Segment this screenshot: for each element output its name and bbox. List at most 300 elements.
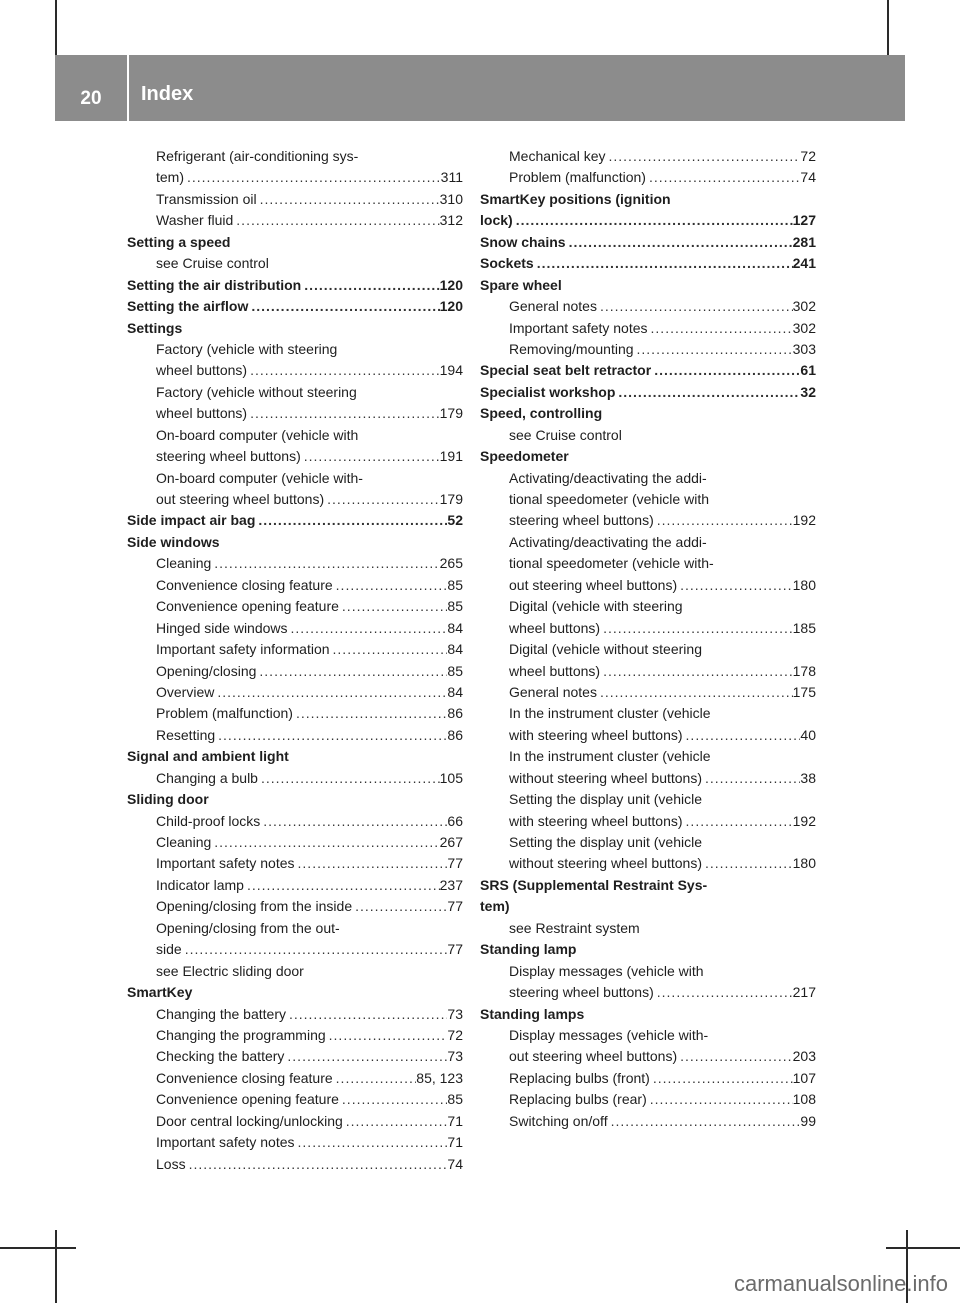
entry-text: Transmission oil	[156, 190, 257, 207]
index-entry	[480, 553, 816, 574]
page-reference: 185	[792, 619, 816, 636]
leader-dots	[333, 575, 448, 596]
entry-text: Speed, controlling	[480, 405, 603, 422]
entry-text: Digital (vehicle with steering	[509, 598, 683, 615]
leader-dots	[597, 682, 793, 703]
index-entry	[127, 639, 463, 660]
index-entry	[480, 853, 816, 874]
index-entry	[480, 1025, 816, 1046]
index-entry	[480, 918, 816, 939]
entry-text: see Cruise control	[509, 426, 622, 443]
index-heading	[127, 982, 463, 1003]
entry-text: General notes	[509, 683, 597, 700]
leader-dots	[295, 1132, 448, 1153]
leader-dots	[615, 382, 800, 403]
index-heading	[480, 382, 816, 403]
entry-text: tem)	[156, 169, 184, 186]
entry-text: Washer fluid	[156, 212, 234, 229]
leader-dots	[301, 446, 440, 467]
leader-dots	[597, 296, 793, 317]
index-entry	[480, 725, 816, 746]
index-heading	[480, 189, 816, 210]
leader-dots	[343, 1111, 448, 1132]
entry-text: Factory (vehicle without steering	[156, 383, 357, 400]
index-entry	[127, 339, 463, 360]
entry-text: Hinged side windows	[156, 619, 288, 636]
page-reference: 84	[447, 619, 463, 636]
entry-text: Setting the air distribution	[127, 276, 302, 293]
page-reference: 74	[800, 169, 816, 186]
leader-dots	[333, 1068, 417, 1089]
entry-text: Convenience opening feature	[156, 598, 339, 615]
section-title: Index	[141, 83, 194, 105]
index-entry	[127, 403, 463, 424]
entry-text: In the instrument cluster (vehicle	[509, 705, 711, 722]
index-entry	[127, 1154, 463, 1175]
leader-dots	[258, 768, 440, 789]
index-entry	[480, 789, 816, 810]
leader-dots	[683, 725, 801, 746]
entry-text: Activating/deactivating the addi-	[509, 533, 707, 550]
leader-dots	[256, 661, 447, 682]
leader-dots	[247, 403, 440, 424]
page-reference: 312	[439, 212, 463, 229]
leader-dots	[650, 1068, 793, 1089]
page-number: 20	[80, 88, 102, 109]
index-heading	[480, 403, 816, 424]
page-reference: 77	[447, 898, 463, 915]
entry-text: steering wheel buttons)	[156, 448, 301, 465]
entry-text: with steering wheel buttons)	[509, 726, 683, 743]
entry-text: Resetting	[156, 726, 216, 743]
index-entry	[127, 253, 463, 274]
entry-text: Refrigerant (air-conditioning sys-	[156, 148, 359, 164]
page-reference: 85, 123	[416, 1069, 463, 1086]
entry-text: Activating/deactivating the addi-	[509, 469, 707, 486]
page-reference: 84	[447, 683, 463, 700]
page-reference: 66	[447, 812, 463, 829]
entry-text: Mechanical key	[509, 148, 606, 164]
index-entry	[127, 553, 463, 574]
leader-dots	[634, 339, 793, 360]
entry-text: wheel buttons)	[509, 662, 601, 679]
leader-dots	[600, 618, 793, 639]
page-reference: 302	[792, 298, 816, 315]
entry-text: wheel buttons)	[156, 405, 248, 422]
page-reference: 217	[792, 984, 816, 1001]
entry-text: see Electric sliding door	[156, 962, 304, 979]
index-entry	[127, 189, 463, 210]
index-entry	[480, 489, 816, 510]
entry-text: Factory (vehicle with steering	[156, 340, 338, 357]
index-entry	[127, 768, 463, 789]
entry-text: Spare wheel	[480, 276, 562, 293]
index-entry	[127, 939, 463, 960]
leader-dots	[600, 661, 793, 682]
leader-dots	[513, 210, 793, 231]
entry-text: Important safety notes	[156, 855, 295, 872]
index-heading	[127, 510, 463, 531]
entry-text: Display messages (vehicle with	[509, 962, 704, 979]
page-reference: 194	[439, 362, 463, 379]
leader-dots	[211, 553, 439, 574]
crop-mark-bottom-left-vertical	[55, 1230, 57, 1303]
index-entry	[127, 896, 463, 917]
page-reference: 73	[447, 1048, 463, 1065]
entry-text: Overview	[156, 683, 215, 700]
leader-dots	[352, 896, 447, 917]
index-entry	[480, 661, 816, 682]
index-column-right	[480, 146, 816, 1132]
index-heading	[480, 875, 816, 896]
leader-dots	[247, 360, 440, 381]
index-entry	[127, 853, 463, 874]
leader-dots	[233, 210, 439, 231]
entry-text: Convenience opening feature	[156, 1091, 339, 1108]
leader-dots	[648, 318, 793, 339]
page-reference: 77	[447, 941, 463, 958]
index-entry	[480, 639, 816, 660]
index-heading	[127, 275, 463, 296]
leader-dots	[182, 939, 448, 960]
index-heading	[480, 253, 816, 274]
leader-dots	[214, 682, 447, 703]
index-entry	[480, 1111, 816, 1132]
leader-dots	[646, 167, 800, 188]
entry-text: Removing/mounting	[509, 340, 634, 357]
index-entry	[480, 468, 816, 489]
page-reference: 179	[439, 491, 463, 507]
watermark: carmanualsonline.info	[733, 1271, 948, 1296]
entry-text: Side windows	[127, 533, 220, 550]
leader-dots	[677, 1046, 793, 1067]
leader-dots	[702, 853, 793, 874]
index-entry	[480, 618, 816, 639]
index-heading	[480, 360, 816, 381]
index-entry	[480, 167, 816, 188]
entry-text: SmartKey positions (ignition	[480, 190, 671, 207]
index-heading	[127, 746, 463, 767]
entry-text: Settings	[127, 319, 183, 336]
entry-text: Special seat belt retractor	[480, 362, 652, 379]
page-reference: 178	[792, 662, 816, 679]
entry-text: Setting the display unit (vehicle	[509, 834, 702, 850]
leader-dots	[606, 146, 801, 167]
page-reference: 120	[439, 298, 463, 315]
entry-text: Convenience closing feature	[156, 1069, 333, 1086]
entry-text: Setting the display unit (vehicle	[509, 791, 702, 808]
entry-text: SmartKey	[127, 984, 193, 1001]
leader-dots	[301, 275, 439, 296]
entry-text: lock)	[480, 212, 513, 229]
index-entry	[127, 618, 463, 639]
index-entry	[127, 661, 463, 682]
page-reference: 77	[447, 855, 463, 872]
index-heading	[127, 532, 463, 553]
index-heading	[480, 232, 816, 253]
leader-dots	[702, 768, 800, 789]
index-heading	[127, 789, 463, 810]
index-entry	[480, 746, 816, 767]
entry-text: out steering wheel buttons)	[509, 1048, 678, 1065]
entry-text: Setting the airflow	[127, 298, 249, 315]
leader-dots	[608, 1111, 801, 1132]
index-heading	[127, 232, 463, 253]
entry-text: Opening/closing from the out-	[156, 919, 340, 936]
index-entry	[127, 425, 463, 446]
page-reference: 61	[800, 362, 816, 379]
page-reference: 192	[792, 812, 816, 829]
entry-text: Speedometer	[480, 448, 569, 465]
page-reference: 180	[792, 576, 816, 593]
entry-text: On-board computer (vehicle with-	[156, 469, 363, 486]
page-reference: 85	[447, 662, 463, 679]
entry-text: General notes	[509, 298, 597, 315]
entry-text: Display messages (vehicle with-	[509, 1026, 709, 1043]
entry-text: Changing the battery	[156, 1005, 286, 1022]
leader-dots	[284, 1046, 447, 1067]
index-heading	[480, 210, 816, 231]
leader-dots	[339, 596, 448, 617]
index-entry	[127, 146, 463, 167]
index-entry	[127, 1004, 463, 1025]
entry-text: Cleaning	[156, 834, 212, 850]
page-reference: 105	[439, 769, 463, 786]
index-heading	[480, 446, 816, 467]
page-reference: 303	[792, 340, 816, 357]
entry-text: Important safety notes	[509, 319, 648, 336]
entry-text: Opening/closing from the inside	[156, 898, 353, 915]
page-reference: 191	[439, 448, 463, 465]
page-reference: 40	[800, 726, 816, 743]
page-reference: 179	[439, 405, 463, 422]
entry-text: see Restraint system	[509, 919, 640, 936]
index-entry	[480, 318, 816, 339]
entry-text: SRS (Supplemental Restraint Sys-	[480, 876, 708, 893]
index-entry	[480, 832, 816, 853]
entry-text: Sockets	[480, 255, 534, 272]
crop-mark-bottom-right-horizontal	[886, 1247, 960, 1249]
leader-dots	[293, 703, 447, 724]
index-entry	[480, 1068, 816, 1089]
page-reference: 302	[792, 319, 816, 336]
page-reference: 265	[439, 555, 463, 572]
entry-text: without steering wheel buttons)	[509, 855, 702, 872]
entry-text: Switching on/off	[509, 1112, 608, 1129]
index-entry	[127, 446, 463, 467]
index-entry	[127, 167, 463, 188]
leader-dots	[654, 510, 793, 531]
leader-dots	[184, 167, 441, 188]
leader-dots	[654, 982, 793, 1003]
index-entry	[127, 489, 463, 510]
leader-dots	[324, 489, 440, 510]
entry-text: Indicator lamp	[156, 876, 244, 893]
entry-text: Replacing bulbs (front)	[509, 1069, 650, 1086]
leader-dots	[647, 1089, 793, 1110]
page-header	[55, 55, 905, 121]
index-entry	[480, 296, 816, 317]
page-reference: 73	[447, 1005, 463, 1022]
page-reference: 74	[447, 1155, 463, 1172]
page-reference: 311	[440, 169, 463, 186]
entry-text: out steering wheel buttons)	[509, 576, 678, 593]
index-entry	[480, 1089, 816, 1110]
entry-text: On-board computer (vehicle with	[156, 426, 359, 443]
entry-text: Changing the programming	[156, 1026, 326, 1043]
page-reference: 175	[792, 683, 816, 700]
index-entry	[127, 468, 463, 489]
crop-mark-top-right-vertical	[887, 0, 889, 55]
index-entry	[480, 768, 816, 789]
page-reference: 71	[447, 1134, 463, 1151]
entry-text: Opening/closing	[156, 662, 257, 679]
index-heading	[480, 896, 816, 917]
entry-text: tional speedometer (vehicle with-	[509, 555, 714, 572]
entry-text: side	[156, 941, 182, 958]
page-reference: 52	[447, 512, 463, 529]
index-entry	[480, 811, 816, 832]
index-entry	[480, 682, 816, 703]
index-entry	[127, 360, 463, 381]
page-reference: 99	[800, 1112, 816, 1129]
index-entry	[480, 425, 816, 446]
leader-dots	[186, 1154, 448, 1175]
leader-dots	[215, 725, 447, 746]
index-entry	[127, 832, 463, 853]
index-entry	[127, 1025, 463, 1046]
entry-text: wheel buttons)	[156, 362, 248, 379]
page-reference: 192	[792, 512, 816, 529]
entry-text: Changing a bulb	[156, 769, 258, 786]
leader-dots	[326, 1025, 448, 1046]
page-reference: 203	[792, 1048, 816, 1065]
leader-dots	[566, 232, 793, 253]
index-entry	[480, 703, 816, 724]
entry-text: out steering wheel buttons)	[156, 491, 325, 507]
page-reference: 85	[447, 1091, 463, 1108]
page-reference: 38	[800, 769, 816, 786]
leader-dots	[295, 853, 448, 874]
index-entry	[127, 1068, 463, 1089]
index-entry	[127, 596, 463, 617]
page-reference: 120	[439, 276, 463, 293]
leader-dots	[677, 575, 793, 596]
leader-dots	[534, 253, 793, 274]
leader-dots	[330, 639, 448, 660]
leader-dots	[339, 1089, 448, 1110]
leader-dots	[286, 1004, 447, 1025]
index-column-left	[127, 146, 463, 1175]
entry-text: Standing lamps	[480, 1005, 585, 1022]
page-reference: 86	[447, 726, 463, 743]
page-reference: 267	[439, 834, 463, 850]
index-entry	[480, 146, 816, 167]
index-heading	[480, 1004, 816, 1025]
index-entry	[480, 532, 816, 553]
entry-text: tem)	[480, 898, 510, 915]
entry-text: Replacing bulbs (rear)	[509, 1091, 647, 1108]
entry-text: tional speedometer (vehicle with	[509, 491, 709, 507]
crop-mark-bottom-left-horizontal	[0, 1247, 76, 1249]
entry-text: Door central locking/unlocking	[156, 1112, 343, 1129]
entry-text: Snow chains	[480, 233, 566, 250]
index-heading	[127, 296, 463, 317]
leader-dots	[211, 832, 439, 853]
entry-text: see Cruise control	[156, 255, 269, 272]
page-reference: 127	[792, 212, 816, 229]
index-entry	[480, 982, 816, 1003]
index-entry	[480, 596, 816, 617]
leader-dots	[244, 875, 440, 896]
index-entry	[480, 961, 816, 982]
index-entry	[127, 703, 463, 724]
header-divider	[127, 55, 129, 121]
page-reference: 180	[792, 855, 816, 872]
entry-text: Loss	[156, 1155, 186, 1172]
index-entry	[127, 1132, 463, 1153]
leader-dots	[683, 811, 793, 832]
entry-text: Problem (malfunction)	[156, 705, 293, 722]
entry-text: wheel buttons)	[509, 619, 601, 636]
index-entry	[127, 382, 463, 403]
entry-text: steering wheel buttons)	[509, 984, 654, 1001]
entry-text: Checking the battery	[156, 1048, 285, 1065]
page-reference: 85	[447, 598, 463, 615]
entry-text: Problem (malfunction)	[509, 169, 646, 186]
page-reference: 281	[792, 233, 816, 250]
page-reference: 241	[792, 255, 816, 272]
index-heading	[480, 275, 816, 296]
index-entry	[480, 575, 816, 596]
index-entry	[127, 811, 463, 832]
leader-dots	[651, 360, 800, 381]
entry-text: Important safety information	[156, 641, 330, 658]
page-reference: 107	[792, 1069, 816, 1086]
entry-text: Sliding door	[127, 791, 209, 808]
index-entry	[127, 725, 463, 746]
leader-dots	[260, 811, 447, 832]
index-entry	[127, 1089, 463, 1110]
leader-dots	[257, 189, 440, 210]
index-entry	[127, 875, 463, 896]
entry-text: Important safety notes	[156, 1134, 295, 1151]
page-reference: 85	[447, 576, 463, 593]
index-entry	[127, 210, 463, 231]
page-reference: 72	[447, 1026, 463, 1043]
index-entry	[480, 510, 816, 531]
leader-dots	[255, 510, 447, 531]
entry-text: steering wheel buttons)	[509, 512, 654, 529]
index-entry	[127, 1046, 463, 1067]
page-reference: 237	[439, 876, 463, 893]
leader-dots	[248, 296, 439, 317]
leader-dots	[288, 618, 448, 639]
entry-text: Signal and ambient light	[127, 748, 289, 765]
index-heading	[127, 318, 463, 339]
crop-mark-top-left-vertical	[55, 0, 57, 55]
index-entry	[127, 1111, 463, 1132]
entry-text: without steering wheel buttons)	[509, 769, 702, 786]
entry-text: Setting a speed	[127, 233, 231, 250]
entry-text: Standing lamp	[480, 941, 577, 958]
index-heading	[480, 939, 816, 960]
page-reference: 72	[800, 148, 816, 164]
page-reference: 86	[447, 705, 463, 722]
page-reference: 108	[792, 1091, 816, 1108]
entry-text: Specialist workshop	[480, 383, 616, 400]
page-reference: 32	[800, 383, 816, 400]
